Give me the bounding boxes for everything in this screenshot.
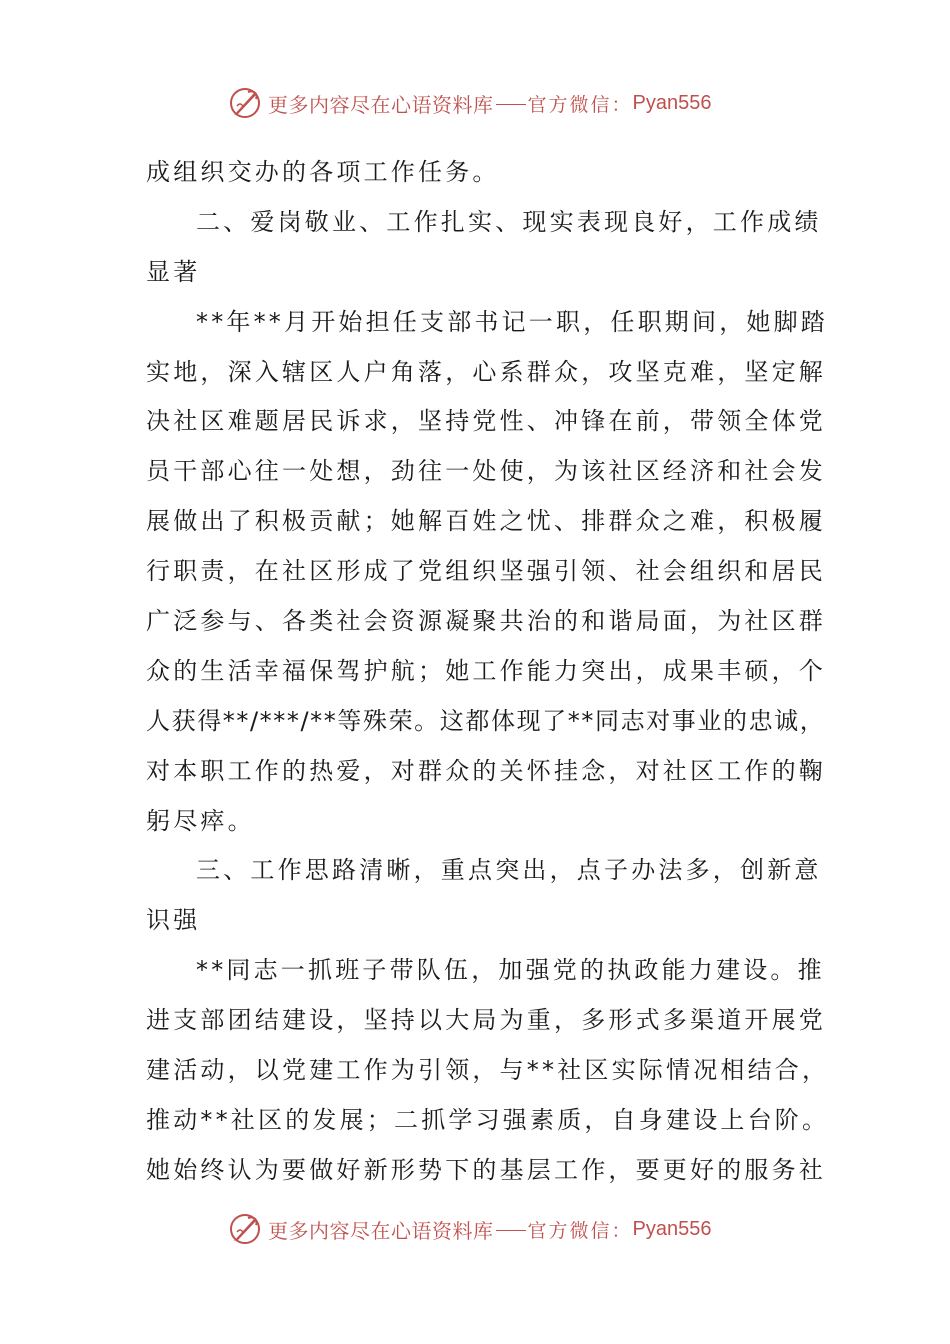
footer-banner (228, 1211, 711, 1247)
text-line: 众的生活幸福保驾护航；她工作能力突出，成果丰硕，个 (146, 656, 826, 685)
text-line: 进支部团结建设，坚持以大局为重，多形式多渠道开展党 (146, 1006, 826, 1035)
text-line: **同志一抓班子带队伍，加强党的执政能力建设。推 (196, 956, 825, 985)
text-line: 人获得**/***/**等殊荣。这都体现了**同志对事业的忠诚， (146, 706, 826, 735)
text-line: 决社区难题居民诉求，坚持党性、冲锋在前，带领全体党 (146, 407, 826, 436)
header-site-name: 更多内容尽在心语资料库 (268, 92, 494, 117)
text-line: 成组织交办的各项工作任务。 (146, 158, 500, 186)
document-body (146, 148, 846, 1196)
header-wechat-id: Pyan556 (632, 91, 712, 114)
text-line: 建活动，以党建工作为引领，与**社区实际情况相结合， (146, 1056, 830, 1085)
section-heading-line: 二、爱岗敬业、工作扎实、现实表现良好，工作成绩 (196, 207, 822, 236)
section-heading-line: 三、工作思路清晰，重点突出，点子办法多，创新意 (196, 856, 822, 885)
text-line: 员干部心往一处想，劲往一处使，为该社区经济和社会发 (146, 457, 826, 486)
quill-logo-icon (228, 1212, 262, 1246)
text-line: 广泛参与、各类社会资源凝聚共治的和谐局面，为社区群 (146, 607, 826, 636)
text-line: 展做出了积极贡献；她解百姓之忧、排群众之难，积极履 (146, 507, 826, 536)
text-line: 对本职工作的热爱，对群众的关怀挂念，对社区工作的鞠 (146, 756, 826, 785)
text-line: 实地，深入辖区人户角落，心系群众，攻坚克难，坚定解 (146, 357, 826, 386)
quill-logo-icon (228, 86, 262, 120)
text-line: 行职责，在社区形成了党组织坚强引领、社会组织和居民 (146, 557, 826, 586)
header-dash (496, 104, 526, 105)
text-line: 她始终认为要做好新形势下的基层工作，要更好的服务社 (146, 1155, 826, 1184)
text-line: 推动**社区的发展；二抓学习强素质，自身建设上台阶。 (146, 1105, 830, 1134)
text-line: 躬尽瘁。 (146, 806, 255, 835)
header-banner (228, 85, 711, 121)
footer-wechat-label: 官方微信： (527, 1219, 633, 1242)
text-line: **年**月开始担任支部书记一职，任职期间，她脚踏 (196, 307, 828, 336)
footer-wechat-id: Pyan556 (632, 1217, 712, 1240)
section-heading-line: 显著 (146, 257, 201, 286)
footer-site-name: 更多内容尽在心语资料库 (268, 1218, 494, 1243)
footer-dash (496, 1230, 526, 1231)
section-heading-line: 识强 (146, 906, 201, 935)
header-wechat-label: 官方微信： (527, 93, 633, 116)
